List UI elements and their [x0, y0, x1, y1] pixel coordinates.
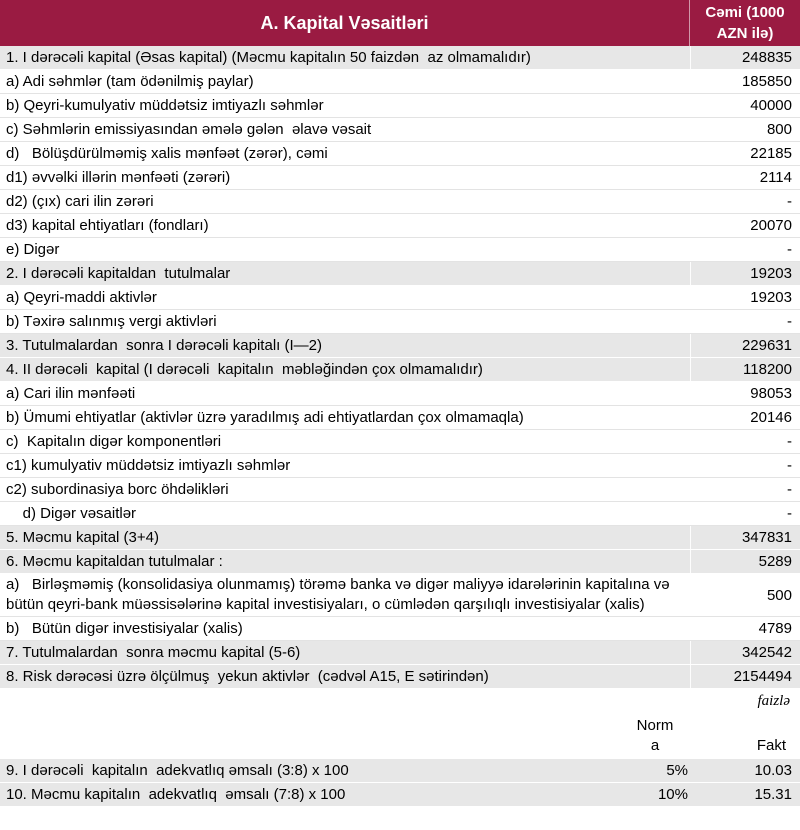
row-value: 19203	[690, 286, 800, 309]
table-row	[0, 214, 800, 238]
ratio-row	[0, 783, 800, 807]
row-label: b) Ümumi ehtiyatlar (aktivlər üzrə yaradılmış adi ehtiyatlardan çox olmamaqla)	[6, 408, 524, 426]
table-row	[0, 238, 800, 262]
row-value: 500	[690, 574, 800, 616]
row-value: 2114	[690, 166, 800, 189]
ratio-rows	[0, 759, 800, 807]
row-label: 2. I dərəcəli kapitaldan tutulmalar	[6, 264, 231, 282]
row-value: -	[690, 454, 800, 477]
row-value: 5289	[690, 550, 800, 573]
row-label: c2) subordinasiya borc öhdəlikləri	[6, 480, 229, 498]
row-value: -	[690, 310, 800, 333]
table-row	[0, 118, 800, 142]
row-label: d3) kapital ehtiyatları (fondları)	[6, 216, 209, 234]
table-row	[0, 358, 800, 382]
row-value: -	[690, 478, 800, 501]
row-value: 98053	[690, 382, 800, 405]
row-label: 8. Risk dərəcəsi üzrə ölçülmuş yekun aktivlər (cədvəl A15, E sətirindən)	[6, 667, 489, 685]
table-row	[0, 166, 800, 190]
row-value: 342542	[690, 641, 800, 664]
row-label: 7. Tutulmalardan sonra məcmu kapital (5-6)	[6, 643, 301, 661]
table-row	[0, 641, 800, 665]
row-label: d) Digər vəsaitlər	[6, 504, 137, 522]
row-label: c) Kapitalın digər komponentləri	[6, 432, 222, 450]
row-label: e) Digər	[6, 240, 60, 258]
row-value: 248835	[690, 46, 800, 69]
norma-column-header	[620, 713, 690, 759]
row-value: 19203	[690, 262, 800, 285]
ratio-header-spacer	[0, 713, 620, 759]
table-row	[0, 286, 800, 310]
table-header-row	[0, 0, 800, 46]
table-title: A. Kapital Vəsaitləri	[0, 0, 690, 46]
table-row	[0, 430, 800, 454]
row-label: 5. Məcmu kapital (3+4)	[6, 528, 159, 546]
table-row	[0, 70, 800, 94]
ratio-row	[0, 759, 800, 783]
row-label: 4. II dərəcəli kapital (I dərəcəli kapitalın məbləğindən çox olmamalıdır)	[6, 360, 483, 378]
value-column-header: Cəmi (1000 AZN ilə)	[705, 4, 785, 42]
table-row	[0, 46, 800, 70]
row-label: 6. Məcmu kapitaldan tutulmalar :	[6, 552, 223, 570]
row-value: -	[690, 190, 800, 213]
row-label: a) Cari ilin mənfəəti	[6, 384, 136, 402]
row-label: c) Səhmlərin emissiyasından əmələ gələn əlavə vəsait	[6, 120, 372, 138]
table-row	[0, 406, 800, 430]
row-label: d2) (çıx) cari ilin zərəri	[6, 192, 154, 210]
ratio-row-label: 9. I dərəcəli kapitalın adekvatlıq əmsalı (3:8) x 100	[6, 761, 349, 779]
table-row	[0, 574, 800, 617]
norma-header-line1: Norm	[636, 717, 674, 734]
row-value: 20070	[690, 214, 800, 237]
row-label: c1) kumulyativ müddətsiz imtiyazlı səhmlər	[6, 456, 291, 474]
unit-note: faizlə	[757, 692, 790, 709]
row-label: b) Qeyri-kumulyativ müddətsiz imtiyazlı səhmlər	[6, 96, 324, 114]
row-value: -	[690, 430, 800, 453]
table-row	[0, 334, 800, 358]
table-row	[0, 617, 800, 641]
table-row	[0, 526, 800, 550]
ratio-row-norm-value: 10%	[657, 786, 688, 803]
table-row	[0, 190, 800, 214]
table-row	[0, 310, 800, 334]
row-value: 4789	[690, 617, 800, 640]
ratio-header-row	[0, 713, 800, 759]
table-row	[0, 262, 800, 286]
table-row	[0, 478, 800, 502]
norma-header-line2: a	[650, 737, 660, 754]
row-value: 20146	[690, 406, 800, 429]
row-value: -	[690, 238, 800, 261]
ratio-row-fakt-value: 10.03	[754, 762, 792, 779]
row-value: 185850	[690, 70, 800, 93]
table-row	[0, 142, 800, 166]
table-row	[0, 550, 800, 574]
body-rows	[0, 46, 800, 689]
fakt-column-header: Fakt	[756, 737, 786, 754]
ratio-row-fakt-value: 15.31	[754, 786, 792, 803]
row-label: 3. Tutulmalardan sonra I dərəcəli kapitalı (I—2)	[6, 336, 322, 354]
row-value: -	[690, 502, 800, 525]
row-label: b) Təxirə salınmış vergi aktivləri	[6, 312, 217, 330]
row-value: 22185	[690, 142, 800, 165]
ratio-row-norm-value: 5%	[666, 762, 688, 779]
row-label: a) Adi səhmlər (tam ödənilmiş paylar)	[6, 72, 254, 90]
unit-note-row	[0, 689, 800, 713]
row-label: b) Bütün digər investisiyalar (xalis)	[6, 619, 243, 637]
row-value: 2154494	[690, 665, 800, 688]
row-value: 118200	[690, 358, 800, 381]
row-label: 1. I dərəcəli kapital (Əsas kapital) (Məcmu kapitalın 50 faizdən az olmamalıdır)	[6, 48, 531, 66]
row-value: 800	[690, 118, 800, 141]
table-row	[0, 382, 800, 406]
row-label: d) Bölüşdürülməmiş xalis mənfəət (zərər), cəmi	[6, 144, 328, 162]
row-label: a) Qeyri-maddi aktivlər	[6, 288, 157, 306]
row-label: a) Birləşməmiş (konsolidasiya olunmamış) törəmə banka və digər maliyyə idarələrinin kapitalına və bütün qeyri-bank müəssisələrinə kapital investisiyaları, o cümlədən qarşılıqlı investisiyalar (xalis)	[6, 576, 674, 613]
row-value: 229631	[690, 334, 800, 357]
row-value: 40000	[690, 94, 800, 117]
table-row	[0, 454, 800, 478]
row-value: 347831	[690, 526, 800, 549]
table-row	[0, 94, 800, 118]
table-row	[0, 502, 800, 526]
table-row	[0, 665, 800, 689]
ratio-row-label: 10. Məcmu kapitalın adekvatlıq əmsalı (7:8) x 100	[6, 785, 346, 803]
row-label: d1) əvvəlki illərin mənfəəti (zərəri)	[6, 168, 231, 186]
